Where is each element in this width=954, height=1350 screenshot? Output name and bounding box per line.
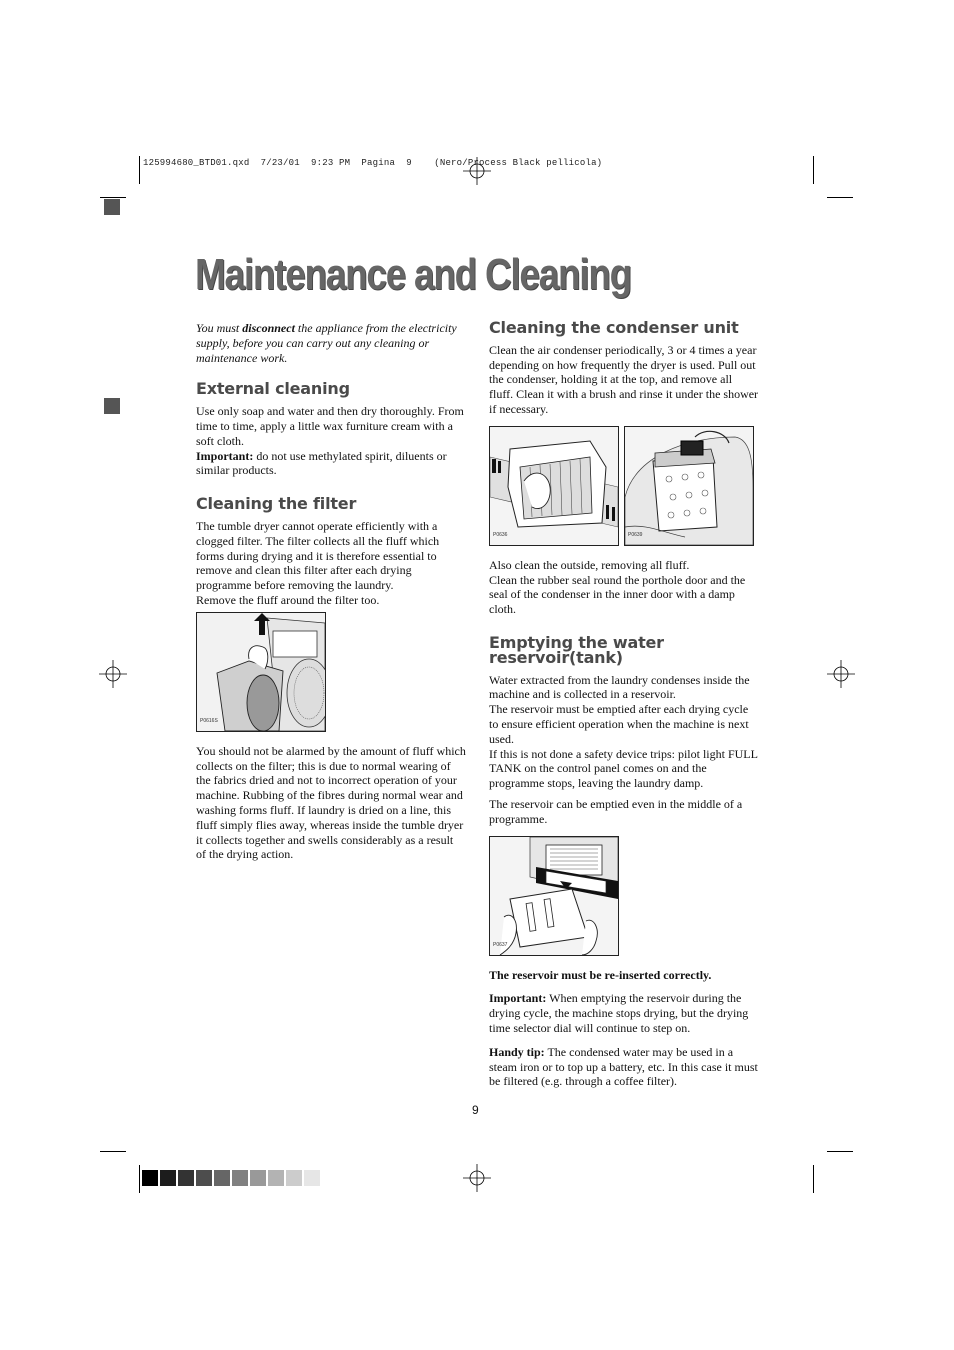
reservoir-body: Water extracted from the laundry condenses inside the machine and is collected in a reservoir. (489, 672, 750, 702)
figure-code: P0639 (628, 531, 643, 538)
reservoir-body: The reservoir can be emptied even in the middle of a programme. (489, 796, 743, 826)
crop-mark (139, 1165, 140, 1193)
intro-emphasis: disconnect (242, 321, 295, 335)
crop-mark (100, 1151, 126, 1152)
filter-fluff-note: You should not be alarmed by the amount of fluff which collects on the filter; this is due to normal wearing of the fabrics dried and not to incorrect operation of your machine. Rubbing of the fibres during normal wear and washing forms fluff. If laundry is dried on a line, this fluff simply flies away, whereas inside the tumble dryer it collects together and swells considerably as a result of the drying action. (196, 743, 466, 862)
reservoir-body: The reservoir must be emptied after each drying cycle to ensure efficient operation when the machine is next used. (489, 702, 749, 746)
margin-marker (104, 398, 120, 414)
filter-heading: Cleaning the filter (196, 494, 357, 514)
reservoir-illustration (489, 836, 619, 956)
crop-mark (139, 156, 140, 184)
color-swatch (268, 1170, 284, 1186)
page-number: 9 (472, 1103, 479, 1117)
intro-paragraph (196, 321, 466, 365)
color-swatch (304, 1170, 320, 1186)
color-swatch (196, 1170, 212, 1186)
crop-mark (813, 1165, 814, 1193)
external-cleaning-body: Use only soap and water and then dry thoroughly. From time to time, apply a little wax furniture cream with a soft cloth. (196, 404, 464, 448)
reinsert-note: The reservoir must be re-inserted correctly. (489, 967, 712, 982)
reservoir-body: If this is not done a safety device trips: pilot light FULL TANK on the control panel comes on and the programme stops, leaving the laundry damp. (489, 746, 758, 791)
reservoir-important (489, 991, 759, 1035)
intro-text: the appliance from the electricity supply, before you can carry out any cleaning or maintenance work. (196, 321, 457, 365)
condenser-pull-image (490, 427, 618, 545)
registration-mark-icon (99, 660, 127, 688)
color-swatch (250, 1170, 266, 1186)
condenser-rinse-image (625, 427, 753, 545)
condenser-after: Also clean the outside, removing all fluff. (489, 557, 690, 572)
tip-text: The condensed water may be used in a steam iron or to top up a battery, etc. In this case it must be filtered (e.g. through a coffee filter). (489, 1044, 758, 1089)
condenser-figures (489, 426, 759, 546)
important-text: do not use methylated spirit, diluents or similar products. (196, 448, 447, 478)
crop-mark (100, 197, 126, 198)
registration-mark-icon (463, 1164, 491, 1192)
condenser-illustration-1 (489, 426, 619, 546)
condenser-after: Clean the rubber seal round the porthole door and the seal of the condenser in the inner door with a damp cloth. (489, 572, 746, 617)
color-swatch (232, 1170, 248, 1186)
registration-mark-icon (827, 660, 855, 688)
color-swatch (142, 1170, 158, 1186)
external-cleaning-important (196, 449, 466, 479)
reservoir-pull-image (490, 837, 618, 955)
handy-tip (489, 1045, 759, 1089)
color-swatch-strip (142, 1170, 322, 1186)
color-swatch (214, 1170, 230, 1186)
color-swatch (178, 1170, 194, 1186)
registration-mark-icon (463, 157, 491, 185)
print-slug: 125994680_BTD01.qxd 7/23/01 9:23 PM Pagina 9 (Nero/Process Black pellicola) (143, 158, 603, 168)
filter-body: The tumble dryer cannot operate efficiently with a clogged filter. The filter collects all the fluff which forms during drying and it is therefore essential to remove and clean this filter after each drying programme before removing the laundry. (196, 518, 440, 593)
page-title: Maintenance and Cleaning (195, 250, 631, 299)
filter-illustration (196, 612, 326, 732)
color-swatch (160, 1170, 176, 1186)
intro-text: You must (196, 321, 243, 335)
condenser-body: Clean the air condenser periodically, 3 or 4 times a year depending on how frequently the dryer is used. Pull out the condenser, holding it at the top, and remove all fluff. Clean it with a brush and rinse it under the shower if necessary. (489, 342, 759, 416)
condenser-illustration-2 (624, 426, 754, 546)
crop-mark (827, 1151, 853, 1152)
color-swatch (286, 1170, 302, 1186)
condenser-heading: Cleaning the condenser unit (489, 318, 739, 337)
figure-code: P0616S (200, 717, 218, 724)
crop-mark (827, 197, 853, 198)
right-column (489, 318, 759, 1098)
figure-code: P0637 (493, 941, 508, 948)
reservoir-heading: Emptying the water reservoir(tank) (489, 632, 664, 667)
left-column (196, 321, 466, 871)
filter-body: Remove the fluff around the filter too. (196, 592, 380, 607)
figure-code: P0636 (493, 531, 508, 538)
tip-label: Handy tip: (489, 1044, 545, 1059)
important-text: When emptying the reservoir during the drying cycle, the machine stops drying, but the drying time selector dial will continue to step on. (489, 991, 749, 1035)
margin-marker (104, 199, 120, 215)
important-label: Important: (196, 448, 254, 463)
external-cleaning-heading: External cleaning (196, 379, 350, 399)
crop-mark (813, 156, 814, 184)
important-label: Important: (489, 991, 547, 1006)
